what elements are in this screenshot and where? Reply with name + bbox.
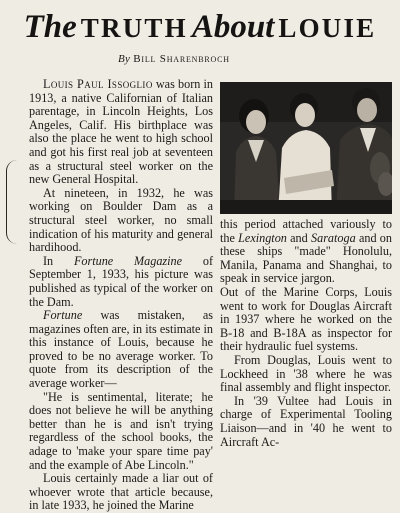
article-photo bbox=[220, 82, 392, 214]
paragraph-boulder-dam: At nineteen, in 1932, he was working on Boulder Dam as a structural steel worker, no small indication of his maturity and general hardihood. bbox=[29, 185, 213, 255]
article-headline bbox=[0, 4, 400, 50]
headline-truth: TRUTH bbox=[80, 13, 188, 43]
right-column bbox=[220, 218, 392, 449]
paragraph-douglas: Out of the Marine Corps, Louis went to work for Douglas Aircraft in 1937 where he worked on the B-18 and B-18A as inspector for their hydraulic fuel systems. bbox=[220, 284, 392, 354]
paragraph-fortune-mistaken bbox=[29, 309, 213, 391]
paragraph-fortune-picture bbox=[29, 255, 213, 309]
fortune-mistaken-text: was mistaken, as magazines often are, in its estimate in this instance of Louis, because he proved to be no average worker. To quote from its description of the average worker— bbox=[29, 308, 213, 391]
paragraph-lockheed: From Douglas, Louis went to Lockheed in '38 where he was final assembly and flight inspector. bbox=[220, 352, 392, 395]
paragraph-marine: Louis certainly made a liar out of whoever wrote that article because, in late 1933, he joined the Marine bbox=[29, 471, 213, 513]
paragraph-quote: "He is sentimental, literate; he does not believe he will be anything better than he is and isn't trying regardless of the school books, the adage to 'make your spare time pay' and the example of Abe Lincoln." bbox=[29, 389, 213, 472]
fortune-magazine-title: Fortune Magazine bbox=[73, 253, 183, 268]
ships-and: and bbox=[286, 230, 311, 245]
byline-prefix: By bbox=[118, 53, 131, 65]
fortune-prefix: In bbox=[43, 253, 74, 268]
subject-name: Louis Paul Issoglio bbox=[43, 77, 153, 91]
headline-louie: LOUIE bbox=[278, 13, 377, 43]
handwritten-bracket-mark bbox=[6, 160, 17, 244]
ship-lexington: Lexington bbox=[238, 230, 287, 245]
byline bbox=[118, 53, 318, 65]
paragraph-birth bbox=[29, 78, 213, 187]
ships-start: this period attached variously to the bbox=[220, 217, 392, 245]
byline-author: Bill Sharenbroch bbox=[133, 53, 230, 65]
headline-the: The bbox=[23, 9, 77, 45]
paragraph-vultee: In '39 Vultee had Louis in charge of Experimental Tooling Liaison—and in '40 he went to Aircraft Ac- bbox=[220, 393, 392, 449]
headline-about: About bbox=[191, 9, 275, 45]
ship-saratoga: Saratoga bbox=[311, 230, 356, 245]
ships-rest: and on these ships "made" Honolulu, Manila, Panama and Shanghai, to speak in service jargon. bbox=[220, 230, 392, 286]
paragraph-ships bbox=[220, 218, 392, 286]
photo-illustration bbox=[220, 82, 392, 214]
paragraph-birth-text: was born in 1913, a native Californian of Italian parentage, in Lincoln Heights, Los Angeles, Calif. His birthplace was also the place he went to high school and got his first real job at seventeen as a structural steel worker on the new General Hospital. bbox=[29, 77, 213, 187]
fortune-title: Fortune bbox=[43, 308, 83, 323]
fortune-picture-text: of September 1, 1933, his picture was published as typical of the worker on the Dam. bbox=[29, 253, 213, 309]
left-column bbox=[29, 78, 213, 513]
